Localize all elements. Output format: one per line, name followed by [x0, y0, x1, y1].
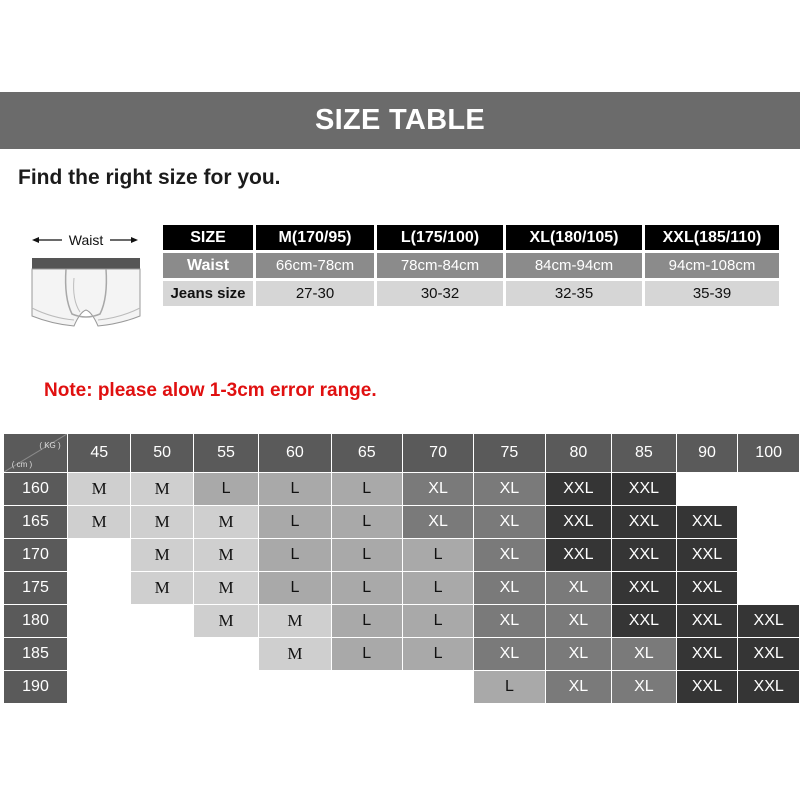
table-row	[4, 572, 800, 605]
header-cell: L(175/100)	[377, 225, 503, 250]
grid-corner	[4, 434, 68, 473]
waistband	[32, 258, 140, 269]
header-cell: XXL(185/110)	[645, 225, 779, 250]
size-cell: XXL	[738, 605, 800, 638]
page-title: SIZE TABLE	[314, 104, 486, 136]
size-cell: M	[131, 572, 193, 605]
size-cell	[402, 671, 473, 704]
size-cell	[738, 539, 800, 572]
size-cell: L	[402, 605, 473, 638]
size-cell	[738, 572, 800, 605]
size-cell: XL	[545, 638, 612, 671]
size-cell: L	[193, 473, 258, 506]
size-cell	[68, 572, 131, 605]
size-cell: M	[259, 605, 331, 638]
size-cell: M	[193, 539, 258, 572]
size-cell: XXL	[545, 506, 612, 539]
size-cell	[259, 671, 331, 704]
table-cell: 84cm-94cm	[506, 253, 642, 278]
header-cell: M(170/95)	[256, 225, 374, 250]
weight-header-cell: 55	[193, 434, 258, 473]
size-cell: XL	[612, 671, 677, 704]
size-cell	[131, 638, 193, 671]
size-cell: L	[331, 605, 402, 638]
size-cell: XL	[474, 605, 545, 638]
table-row	[4, 539, 800, 572]
size-cell: L	[259, 473, 331, 506]
size-cell: XXL	[676, 572, 738, 605]
title-banner	[0, 92, 800, 149]
size-cell: XXL	[676, 506, 738, 539]
header-cell: XL(180/105)	[506, 225, 642, 250]
size-table	[160, 222, 782, 309]
size-cell: L	[402, 539, 473, 572]
weight-header-cell: 50	[131, 434, 193, 473]
size-cell: L	[402, 638, 473, 671]
size-cell: L	[259, 539, 331, 572]
size-cell: L	[402, 572, 473, 605]
table-cell: 78cm-84cm	[377, 253, 503, 278]
size-table-header	[163, 225, 779, 250]
size-cell: L	[474, 671, 545, 704]
size-cell: XXL	[612, 572, 677, 605]
size-cell: XL	[545, 572, 612, 605]
size-cell: M	[131, 539, 193, 572]
height-header-cell: 165	[4, 506, 68, 539]
underwear-illustration	[22, 228, 150, 338]
weight-header-cell: 80	[545, 434, 612, 473]
corner-diagonal	[4, 434, 67, 472]
weight-header-cell: 70	[402, 434, 473, 473]
size-cell: XL	[474, 572, 545, 605]
size-cell: XL	[402, 473, 473, 506]
size-cell: XXL	[738, 671, 800, 704]
size-cell	[738, 473, 800, 506]
size-cell: XXL	[676, 605, 738, 638]
size-cell	[68, 638, 131, 671]
height-header-cell: 190	[4, 671, 68, 704]
size-cell: XL	[402, 506, 473, 539]
weight-header-cell: 60	[259, 434, 331, 473]
waist-label: Waist	[68, 232, 104, 248]
size-cell: XL	[474, 539, 545, 572]
height-header-cell: 180	[4, 605, 68, 638]
size-cell: XXL	[612, 605, 677, 638]
row-label: Waist	[163, 253, 253, 278]
size-cell	[331, 671, 402, 704]
table-row	[4, 638, 800, 671]
height-header-cell: 175	[4, 572, 68, 605]
weight-header-row	[4, 434, 800, 473]
size-cell: M	[193, 506, 258, 539]
size-cell: XL	[545, 605, 612, 638]
size-cell: XXL	[612, 473, 677, 506]
size-cell: XXL	[612, 539, 677, 572]
size-cell: M	[131, 506, 193, 539]
row-label: Jeans size	[163, 281, 253, 306]
kg-unit-label: ( KG )	[39, 441, 61, 450]
height-header-cell: 160	[4, 473, 68, 506]
weight-height-size-grid	[3, 433, 800, 704]
size-cell	[68, 539, 131, 572]
size-cell: L	[331, 638, 402, 671]
size-cell	[193, 638, 258, 671]
table-cell: 66cm-78cm	[256, 253, 374, 278]
size-cell	[131, 671, 193, 704]
size-cell: XL	[474, 473, 545, 506]
header-cell: SIZE	[163, 225, 253, 250]
subtitle: Find the right size for you.	[18, 166, 281, 189]
table-row	[4, 506, 800, 539]
error-range-note: Note: please alow 1-3cm error range.	[44, 380, 377, 401]
size-cell: M	[193, 605, 258, 638]
waist-row	[163, 253, 779, 278]
weight-header-cell: 45	[68, 434, 131, 473]
weight-header-cell: 85	[612, 434, 677, 473]
table-row	[4, 605, 800, 638]
size-cell	[68, 671, 131, 704]
size-cell: XL	[474, 638, 545, 671]
size-cell: M	[193, 572, 258, 605]
height-header-cell: 185	[4, 638, 68, 671]
size-cell	[68, 605, 131, 638]
size-cell: L	[331, 539, 402, 572]
weight-header-cell: 90	[676, 434, 738, 473]
size-cell	[676, 473, 738, 506]
table-cell: 94cm-108cm	[645, 253, 779, 278]
size-cell	[131, 605, 193, 638]
size-cell: L	[259, 572, 331, 605]
table-row	[4, 473, 800, 506]
size-cell: XXL	[545, 539, 612, 572]
table-cell: 27-30	[256, 281, 374, 306]
weight-header-cell: 65	[331, 434, 402, 473]
size-cell: L	[331, 572, 402, 605]
height-header-cell: 170	[4, 539, 68, 572]
size-cell: L	[259, 506, 331, 539]
weight-header-cell: 75	[474, 434, 545, 473]
size-cell: L	[331, 473, 402, 506]
size-cell: XXL	[676, 671, 738, 704]
cm-unit-label: ( cm )	[11, 460, 33, 469]
table-cell: 35-39	[645, 281, 779, 306]
size-cell: XXL	[676, 638, 738, 671]
size-cell: M	[259, 638, 331, 671]
size-cell	[193, 671, 258, 704]
size-cell: XXL	[612, 506, 677, 539]
size-cell: L	[331, 506, 402, 539]
table-row	[4, 671, 800, 704]
size-cell: XL	[612, 638, 677, 671]
size-cell	[738, 506, 800, 539]
size-cell: XL	[474, 506, 545, 539]
size-cell: M	[68, 473, 131, 506]
size-cell: XXL	[738, 638, 800, 671]
weight-header-cell: 100	[738, 434, 800, 473]
size-cell: XXL	[545, 473, 612, 506]
table-cell: 30-32	[377, 281, 503, 306]
size-cell: XXL	[676, 539, 738, 572]
table-cell: 32-35	[506, 281, 642, 306]
size-cell: XL	[545, 671, 612, 704]
size-cell: M	[68, 506, 131, 539]
size-cell: M	[131, 473, 193, 506]
jeans-size-row	[163, 281, 779, 306]
